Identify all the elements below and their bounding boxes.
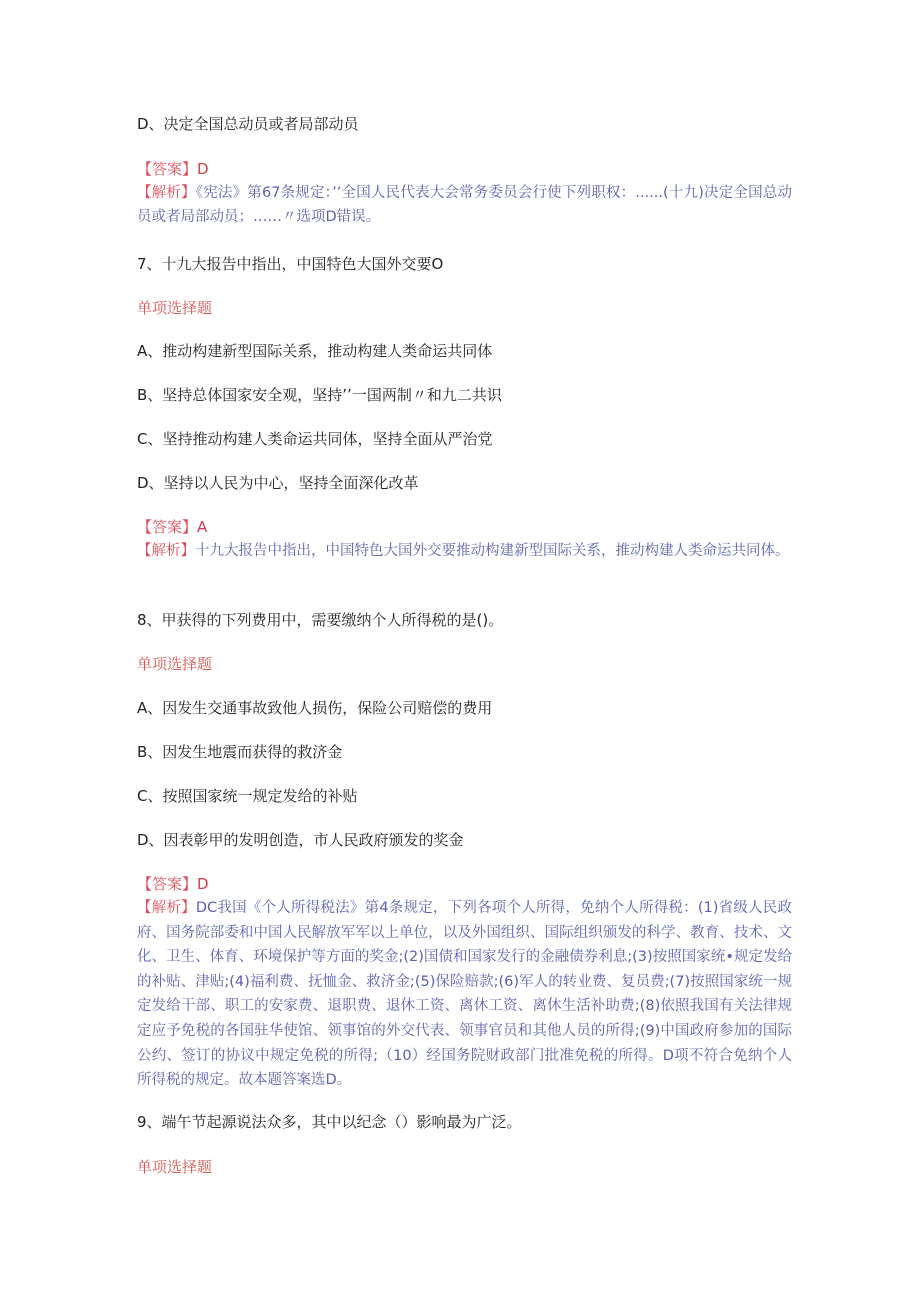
q7-option-c: C、坚持推动构建人类命运共同体，坚持全面从严治党 bbox=[137, 430, 493, 448]
q7-option-d: D、坚持以人民为中心，坚持全面深化改革 bbox=[137, 474, 419, 492]
q9-type: 单项选择题 bbox=[137, 1158, 213, 1176]
q9-question: 9、端午节起源说法众多，其中以纪念（）影响最为广泛。 bbox=[137, 1113, 522, 1131]
q8-type: 单项选择题 bbox=[137, 655, 213, 673]
q8-option-a: A、因发生交通事故致他人损伤，保险公司赔偿的费用 bbox=[137, 699, 493, 717]
answer-label: 【答案】 bbox=[137, 160, 198, 178]
analysis-text: DC我国《个人所得税法》第4条规定，下列各项个人所得，免纳个人所得税：(1)省级人民政府、国务院部委和中国人民解放军军以上单位，以及外国组织、国际组织颁发的科学、教育、技术、文化、卫生、体育、环境保护等方面的奖金;(2)国债和国家发行的金融债券利息;(3)按照国家统•规定发给的补贴、津贴;(4)福利费、抚恤金、救济金;(5)保险赔款;(6)军人的转业费、复员费;(7)按照国家统一规定发给干部、职工的安家费、退职费、退休工资、离休工资、离休生活补助费;(8)依照我国有关法律规定应予免税的各国驻华使馆、领事馆的外交代表、领事官员和其他人员的所得;(9)中国政府参加的国际公约、签订的协议中规定免税的所得;（10）经国务院财政部门批准免税的所得。D项不符合免纳个人所得税的规定。故本题答案选D。 bbox=[137, 900, 793, 1089]
q6-option-d: D、决定全国总动员或者局部动员 bbox=[137, 115, 359, 133]
q8-analysis bbox=[137, 896, 792, 1093]
q8-question: 8、甲获得的下列费用中，需要缴纳个人所得税的是()。 bbox=[137, 611, 504, 629]
answer-label: 【答案】 bbox=[137, 875, 198, 893]
analysis-label: 【解析】 bbox=[137, 185, 196, 201]
answer-value: D bbox=[197, 875, 209, 893]
answer-value: D bbox=[197, 160, 209, 178]
q8-option-c: C、按照国家统一规定发给的补贴 bbox=[137, 787, 358, 805]
q6-answer bbox=[137, 157, 797, 181]
q7-option-b: B、坚持总体国家安全观，坚持’’一国两制〃和九二共识 bbox=[137, 386, 502, 404]
q8-answer bbox=[137, 872, 797, 896]
q6-analysis bbox=[137, 181, 792, 229]
q7-analysis bbox=[137, 539, 792, 563]
answer-value: A bbox=[197, 518, 208, 536]
analysis-text: 十九大报告中指出，中国特色大国外交要推动构建新型国际关系，推动构建人类命运共同体。 bbox=[195, 543, 790, 559]
q7-type: 单项选择题 bbox=[137, 299, 213, 317]
q7-question: 7、十九大报告中指出，中国特色大国外交要O bbox=[137, 255, 444, 273]
answer-label: 【答案】 bbox=[137, 518, 198, 536]
q8-option-d: D、因表彰甲的发明创造，市人民政府颁发的奖金 bbox=[137, 831, 464, 849]
analysis-text: 《宪法》第67条规定：’’全国人民代表大会常务委员会行使下列职权：......(十九)决定全国总动员或者局部动员；……〃选项D错误。 bbox=[137, 185, 792, 225]
q8-option-b: B、因发生地震而获得的救济金 bbox=[137, 743, 343, 761]
q7-answer bbox=[137, 515, 797, 539]
analysis-label: 【解析】 bbox=[137, 900, 196, 916]
q7-option-a: A、推动构建新型国际关系，推动构建人类命运共同体 bbox=[137, 342, 493, 360]
analysis-label: 【解析】 bbox=[137, 543, 195, 559]
